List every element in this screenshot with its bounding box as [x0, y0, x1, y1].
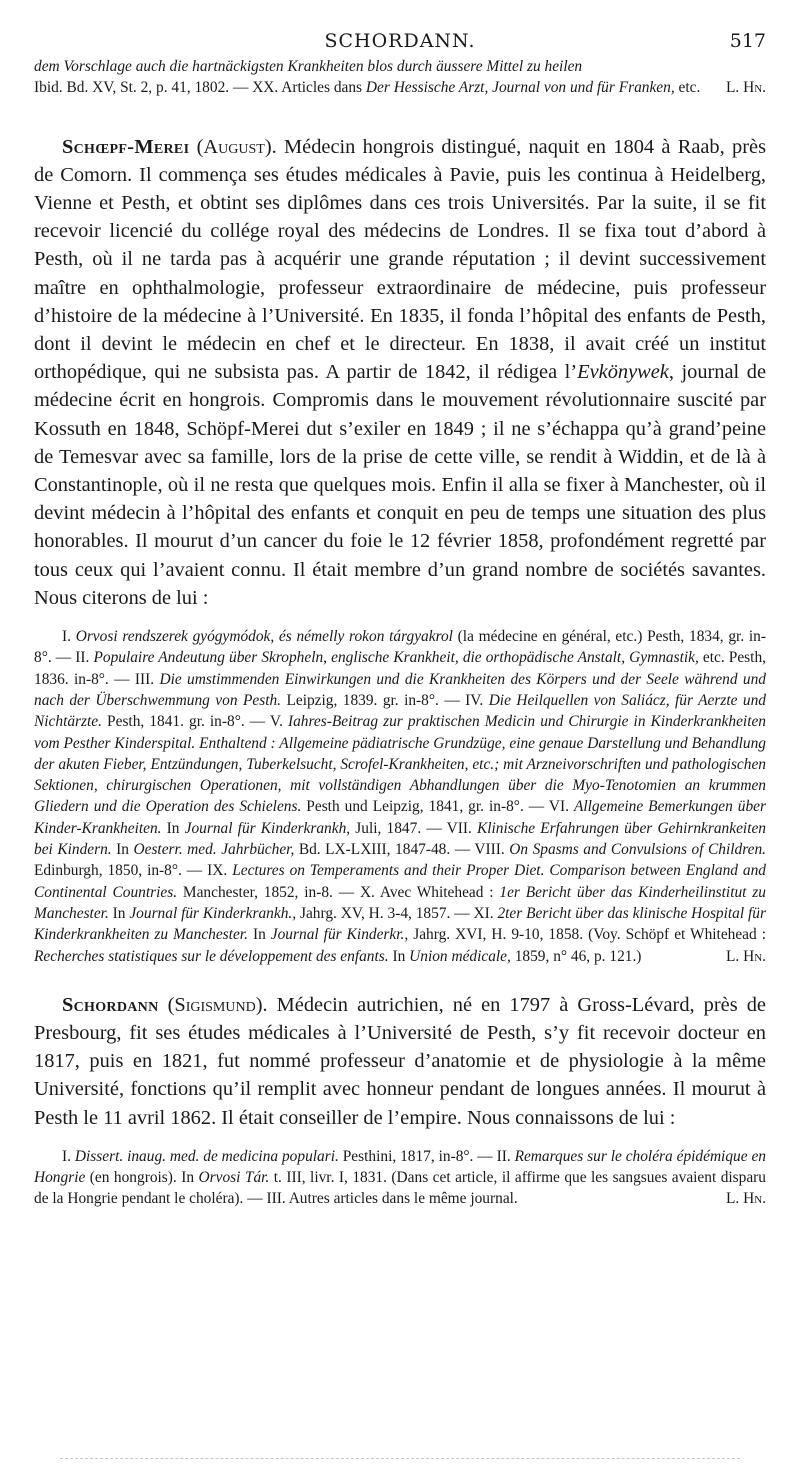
work-details: (en hongrois). In: [85, 1169, 199, 1187]
work-details: Pesth und Leipzig, 1841, gr. in-8°. — VI.: [301, 798, 574, 816]
bottom-scan-rule: [60, 1458, 740, 1459]
journal-title: Journal für Kinderkrankh,: [184, 819, 351, 837]
journal-title: Oesterr. med. Jahrbücher,: [133, 841, 295, 859]
work-title: Recherches statistiques sur le développement des enfants.: [34, 947, 389, 965]
work-title: Die Heilquellen von Saliácz, für Aerzte und Nichtärzte.: [34, 691, 766, 731]
work-title: Orvosi rendszerek gyógymódok, és némelly rokon tárgyakrol: [75, 628, 453, 646]
work-title: Lectures on Temperaments and their Proper Diet. Comparison between England and Continental Countries.: [34, 862, 766, 901]
author-signature: L. Hn.: [725, 79, 766, 97]
work-details: Edinburgh, 1850, in-8°. — IX.: [34, 862, 233, 880]
entry-biography-cont: , journal de médecine écrit en hongrois. Compromis dans le mouvement révolutionnaire suscité par Kossuth en 1848, Schöpf-Merei dut s’exiler en 1849 ; il ne s’échappa qu’à grand’peine de Temesvar avec sa famille, lors de la prise de cette ville, se rendit à Widdin, et de là à Constantinople, où il ne resta que quelques mois. Enfin il alla se fixer à Manchester, où il devint médecin à l’hôpital des enfants et conquit en peu de temps une situation des plus honorables. Il mourut d’un cancer du foie le 12 février 1858, profondément regretté par tous ceux qui l’avaient connu. Il était membre d’un grand nombre de sociétés savantes. Nous citerons de lui :: [34, 361, 766, 609]
entry-biography: Médecin hongrois distingué, naquit en 1804 à Raab, près de Comorn. Il commença ses études médicales à Pavie, puis les continua à Heidelberg, Vienne et Pesth, et obtint ses diplômes dans ces trois Universités. Par la suite, il se fit recevoir licencié du collége royal des médecins de Londres. Il se fixa tout d’abord à Pesth, où il ne tarda pas à acquérir une grande réputation ; il devint successivement maître en ophthalmologie, professeur extraordinaire de médecine, puis professeur d’histoire de la médecine à l’Université. En 1835, il fonda l’hôpital des enfants de Pesth, dont il devint le médecin en chef et le directeur. En 1838, il avait créé un institut orthopédique, qui ne subsista pas. A partir de 1842, il rédigea l’: [34, 135, 766, 384]
entry-schordann: [34, 991, 766, 1132]
work-details: In: [111, 841, 134, 859]
author-signature: L. Hn.: [725, 947, 766, 965]
work-details: Pesthini, 1817, in-8°. — II.: [338, 1147, 515, 1165]
work-details: t. III, livr. I, 1831. (Dans cet article, il affirme que les sangsues avaient disparu de la Hongrie pendant le choléra). — III. Autres articles dans le même journal.: [34, 1169, 767, 1208]
work-details: etc. Pesth, 1836. in-8°. — III.: [34, 649, 766, 688]
document-page: [34, 30, 766, 1210]
work-details: (la médecine en général, etc.) Pesth, 1834, gr. in-8°. — II.: [34, 628, 766, 667]
citation-title: Der Hessische Arzt, Journal von und für Franken,: [365, 79, 675, 97]
work-details: In: [247, 926, 271, 944]
page-number: 517: [729, 30, 766, 52]
entry-biography: Médecin autrichien, né en 1797 à Gross-Lévard, près de Presbourg, fit ses études médicales à l’Université de Pesth, s’y fit recevoir docteur en 1817, puis en 1821, fut nommé professeur d’anatomie et de physiologie à la même Université, fonctions qu’il remplit avec honneur pendant de longues années. Il mourut à Pesth le 11 avril 1862. Il était conseiller de l’empire. Nous connaissons de lui :: [34, 993, 766, 1129]
work-details: Juli, 1847. — VII.: [350, 819, 477, 837]
entry-schoepf-merei-works: [34, 626, 766, 967]
work-title: Allgemeine Bemerkungen über Kinder-Krankheiten.: [34, 798, 766, 837]
work-details: Jahrg. XVI, H. 9-10, 1858. (Voy. Schöpf et Whitehead :: [408, 926, 766, 944]
work-title: Populaire Andeutung über Skropheln, englische Krankheit, die orthopädische Anstalt, Gymnastik,: [93, 649, 699, 667]
journal-title: Union médicale,: [409, 947, 511, 965]
journal-title: Journal für Kinderkrankh.,: [129, 904, 297, 922]
work-title: Die umstimmenden Einwirkungen und die Krankheiten des Körpers und der Seele während und nach der Überschwemmung von Pesth.: [34, 670, 766, 709]
work-details: Jahrg. XV, H. 3-4, 1857. — XI.: [296, 904, 498, 922]
journal-title: Orvosi Tár.: [198, 1169, 270, 1187]
citation-text: etc.: [674, 79, 701, 97]
work-details: Pesth, 1841. gr. in-8°. — V.: [101, 713, 288, 731]
work-details: Bd. LX-LXIII, 1847-48. — VIII.: [294, 841, 510, 859]
work-details: Leipzig, 1839. gr. in-8°. — IV.: [281, 691, 489, 709]
entry-headword: Schordann: [62, 993, 159, 1016]
previous-entry-continuation: [34, 56, 766, 99]
work-details: In: [108, 904, 130, 922]
running-head: [34, 30, 766, 56]
work-title: Remarques sur le choléra épidémique en Hongrie: [34, 1147, 766, 1187]
work-title: On Spasms and Convulsions of Children.: [509, 841, 767, 859]
work-numeral: I.: [62, 1147, 75, 1165]
work-title: 1er Bericht über das Kinderheilinstitut zu Manchester.: [34, 883, 766, 922]
work-details: Manchester, 1852, in-8. — X. Avec Whitehead :: [177, 883, 500, 901]
entry-headword: Schœpf-Merei: [62, 135, 190, 158]
work-details: In: [161, 819, 185, 837]
journal-title: Journal für Kinderkr.,: [270, 926, 409, 944]
running-title: SCHORDANN.: [324, 30, 476, 52]
work-numeral: I.: [62, 628, 76, 646]
work-title: 2ter Bericht über das klinische Hospital für Kinderkrankheiten zu Manchester.: [34, 904, 766, 944]
entry-given-name: (Sigismund).: [167, 993, 268, 1016]
work-details: In: [388, 947, 410, 965]
entry-given-name: (August).: [196, 135, 277, 158]
work-details: 1859, n° 46, p. 121.): [510, 947, 642, 965]
citation-title: dem Vorschlage auch die hartnäckigsten Krankheiten blos durch äussere Mittel zu heilen: [34, 58, 583, 75]
journal-title: Evkönywek: [577, 361, 669, 384]
citation-text: Ibid. Bd. XV, St. 2, p. 41, 1802. — XX. Articles dans: [34, 79, 366, 97]
author-signature: L. Hn.: [725, 1190, 766, 1208]
work-title: Iahres-Beitrag zur praktischen Medicin und Chirurgie in Kinderkrankheiten vom Pesther Kinderspital. Enthaltend : Allgemeine pädiatrische Grundzüge, eine genaue Darstellung und Behandlung der akuten Fieber, Entzündungen, Tuberkelsucht, Scrofel-Krankheiten, etc.; mit Arzneivorschriften und pathologischen Sektionen, chirurgischen Operationen, mit vollständigen Abhandlungen über die Myo-Tenotomien an krummen Gliedern und die Operation des Schielens.: [34, 713, 766, 816]
entry-schordann-works: [34, 1146, 766, 1210]
work-title: Dissert. inaug. med. de medicina populari.: [74, 1147, 339, 1165]
entry-schoepf-merei: [34, 133, 766, 612]
work-title: Klinische Erfahrungen über Gehirnkrankeiten bei Kindern.: [34, 819, 766, 859]
